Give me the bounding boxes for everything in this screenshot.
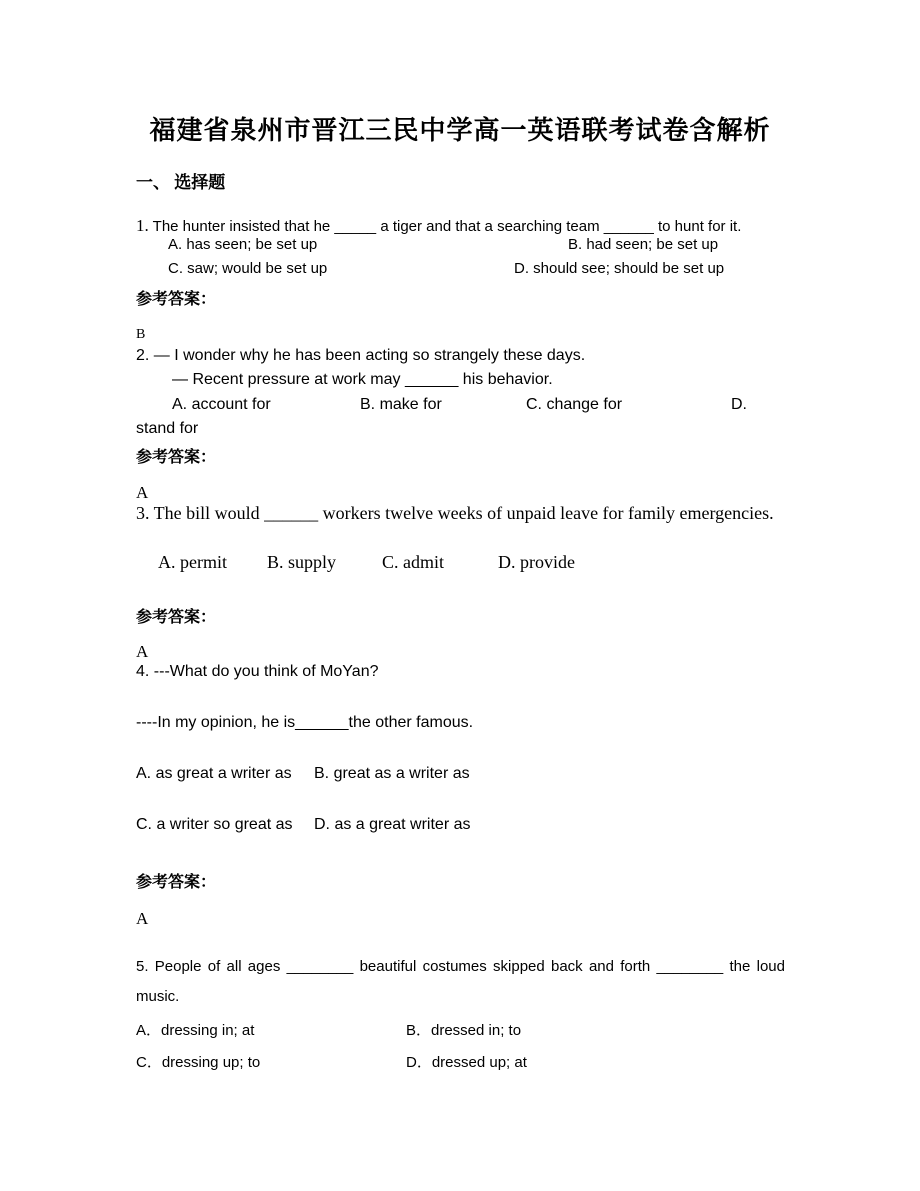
q3-option-d: D. provide [498, 552, 575, 572]
q2-option-c: C. change for [526, 396, 623, 413]
q2-option-a: A. account for [172, 396, 271, 413]
q5-option-b: B．dressed in; to [406, 1022, 522, 1039]
q4-option-d: D. as a great writer as [314, 816, 471, 833]
q4-option-c: C. a writer so great as [136, 816, 293, 833]
q4-answer: A [136, 909, 149, 928]
q5-option-a: A．dressing in; at [136, 1022, 255, 1039]
q3-option-b: B. supply [267, 552, 337, 572]
q1-option-a: A. has seen; be set up [168, 236, 318, 253]
q5-stem: 5. People of all ages ________ beautiful costumes skipped back and forth ________ the loud [136, 958, 785, 975]
q5-option-c: C．dressing up; to [136, 1054, 261, 1071]
q4-option-b: B. great as a writer as [314, 765, 470, 782]
section-heading: 一、 选择题 [136, 173, 226, 192]
q1-stem [136, 216, 741, 236]
page-title: 福建省泉州市晋江三民中学高一英语联考试卷含解析 [149, 116, 771, 145]
q1-answer-label: 参考答案： [136, 291, 217, 308]
q1-text: The hunter insisted that he _____ a tiger and that a searching team ______ to hunt for it. [152, 218, 742, 235]
q2-answer-label: 参考答案： [136, 449, 217, 466]
q4-line1: 4. ---What do you think of MoYan? [136, 663, 379, 680]
q3-option-c: C. admit [382, 552, 444, 572]
q2-line1: 2. — I wonder why he has been acting so strangely these days. [136, 347, 586, 364]
q3-answer-label: 参考答案： [136, 609, 217, 626]
q1-option-c: C. saw; would be set up [168, 260, 328, 277]
q5-stem-continued: music. [136, 988, 180, 1005]
q3-stem: 3. The bill would ______ workers twelve weeks of unpaid leave for family emergencies. [136, 503, 774, 523]
q1-option-d: D. should see; should be set up [514, 260, 725, 277]
q4-option-a: A. as great a writer as [136, 765, 292, 782]
q3-option-a: A. permit [158, 552, 227, 572]
q2-answer: A [136, 483, 149, 502]
q2-option-b: B. make for [360, 396, 442, 413]
q4-answer-label: 参考答案： [136, 874, 217, 891]
q5-option-d: D．dressed up; at [406, 1054, 527, 1071]
q2-option-d: D. [731, 396, 747, 413]
q2-option-d-continued: stand for [136, 420, 199, 437]
q3-answer: A [136, 642, 149, 661]
q1-option-b: B. had seen; be set up [568, 236, 719, 253]
q1-answer: B [136, 327, 146, 342]
q4-line2: ----In my opinion, he is______the other famous. [136, 714, 474, 731]
q1-number: 1. [136, 216, 149, 235]
q2-line2: — Recent pressure at work may ______ his behavior. [172, 371, 553, 388]
